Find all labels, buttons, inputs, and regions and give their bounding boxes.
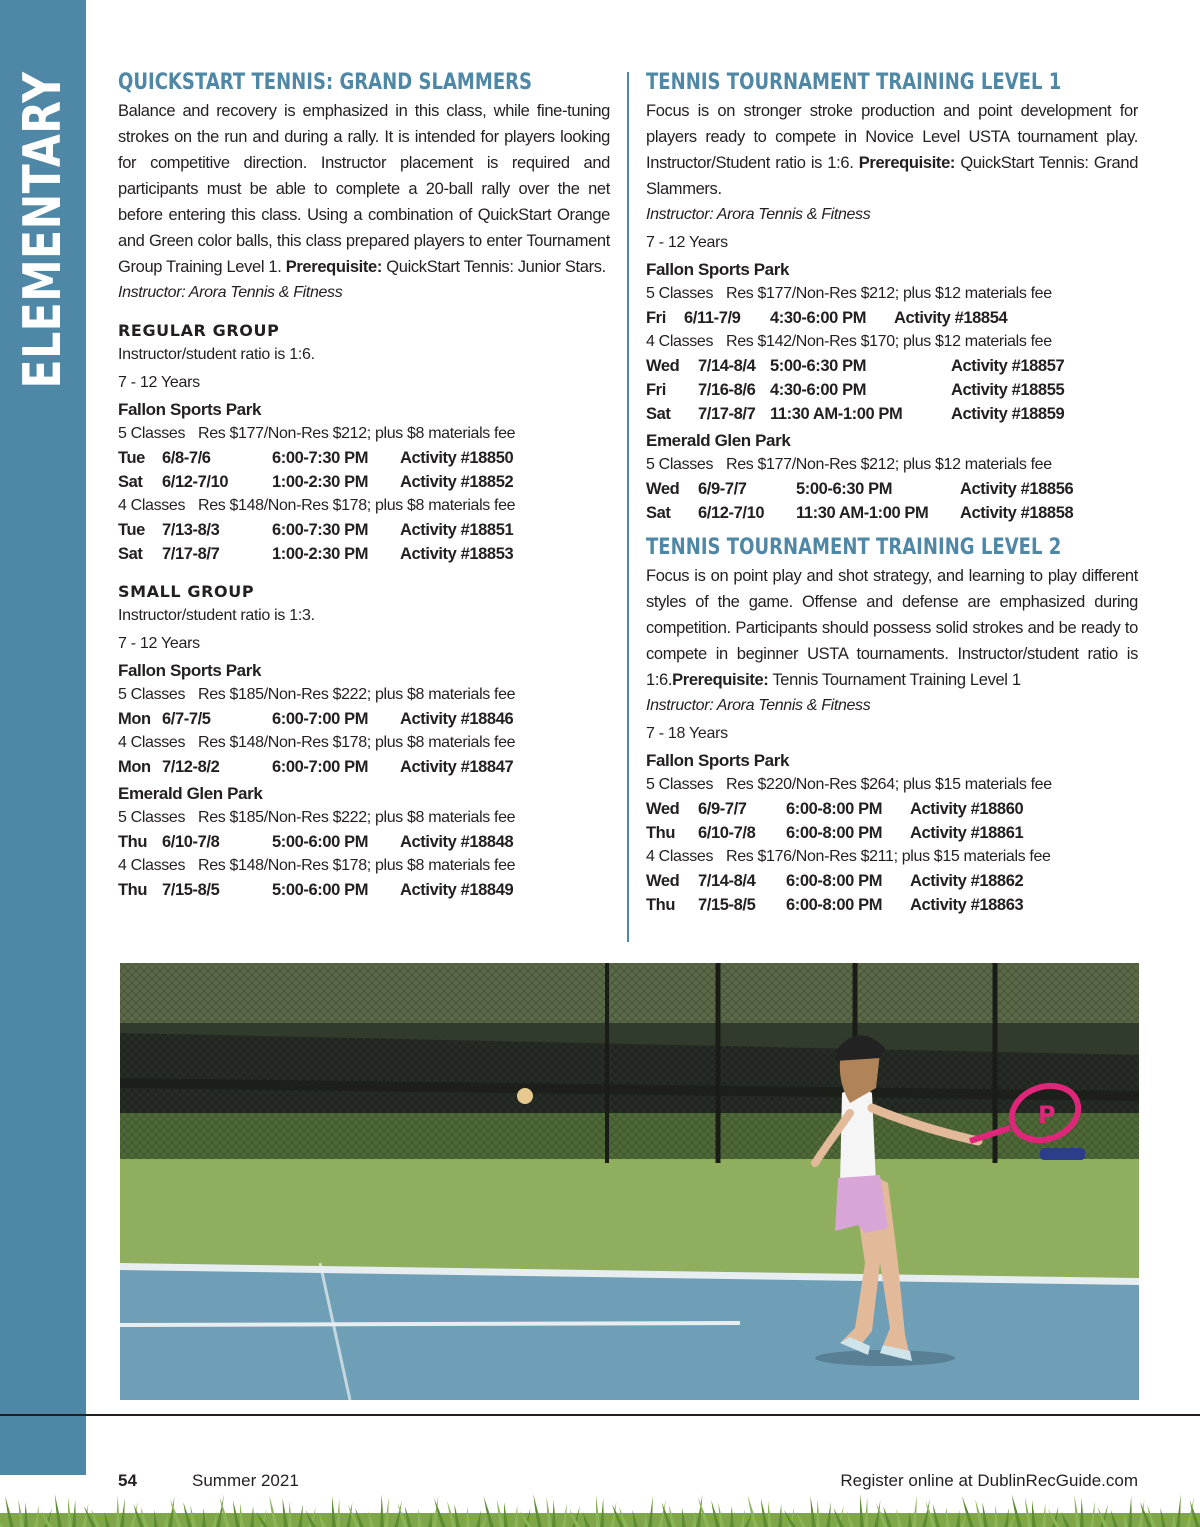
- session-row: Mon 6/7-7/5 6:00-7:00 PM Activity #18846: [118, 710, 514, 728]
- session-row: Tue 7/13-8/3 6:00-7:30 PM Activity #18851: [118, 521, 514, 539]
- fee-line: 5 Classes Res $185/Non-Res $222; plus $8 materials fee: [118, 809, 516, 826]
- age-range: 7 - 12 Years: [118, 635, 200, 652]
- park-name: Fallon Sports Park: [118, 400, 262, 419]
- session-row: Wed 6/9-7/7 6:00-8:00 PM Activity #18860: [646, 800, 1024, 818]
- ratio-text: Instructor/student ratio is 1:6.: [118, 346, 315, 363]
- session-row: Sat 7/17-8/7 11:30 AM-1:00 PM Activity #18859: [646, 405, 1065, 423]
- fee-line: 4 Classes Res $148/Non-Res $178; plus $8 materials fee: [118, 497, 516, 514]
- session-row: Fri 6/11-7/9 4:30-6:00 PM Activity #18854: [646, 309, 1008, 327]
- session-row: Thu 7/15-8/5 6:00-8:00 PM Activity #18863: [646, 896, 1024, 914]
- fee-line: 4 Classes Res $176/Non-Res $211; plus $15 materials fee: [646, 848, 1051, 865]
- age-range: 7 - 12 Years: [646, 234, 728, 251]
- right-column: [646, 70, 1138, 917]
- register-link[interactable]: Register online at DublinRecGuide.com: [840, 1471, 1138, 1490]
- session-row: Wed 7/14-8/4 5:00-6:30 PM Activity #18857: [646, 357, 1065, 375]
- grass-decoration: [0, 1493, 1200, 1527]
- section-label: ELEMENTARY: [13, 71, 73, 389]
- session-row: Fri 7/16-8/6 4:30-6:00 PM Activity #18855: [646, 381, 1065, 399]
- ratio-text: Instructor/student ratio is 1:3.: [118, 607, 315, 624]
- park-name: Emerald Glen Park: [118, 784, 263, 803]
- session-row: Sat 6/12-7/10 11:30 AM-1:00 PM Activity #18858: [646, 504, 1074, 522]
- park-name: Emerald Glen Park: [646, 431, 791, 450]
- class-description: Focus is on stronger stroke production and point development for players ready to compete in Novice Level USTA tournament play. Instructor/Student ratio is 1:6. Prerequisite: QuickStart Tennis: Grand Slammers.: [646, 102, 1139, 198]
- session-row: Thu 6/10-7/8 5:00-6:00 PM Activity #18848: [118, 833, 514, 851]
- fee-line: 4 Classes Res $148/Non-Res $178; plus $8 materials fee: [118, 734, 516, 751]
- session-row: Mon 7/12-8/2 6:00-7:00 PM Activity #18847: [118, 758, 514, 776]
- instructor: Instructor: Arora Tennis & Fitness: [646, 206, 871, 223]
- fee-line: 5 Classes Res $185/Non-Res $222; plus $8 materials fee: [118, 686, 516, 703]
- column-divider: [627, 72, 629, 942]
- page-number: 54: [118, 1471, 137, 1490]
- instructor: Instructor: Arora Tennis & Fitness: [646, 697, 871, 714]
- age-range: 7 - 18 Years: [646, 725, 728, 742]
- fee-line: 5 Classes Res $177/Non-Res $212; plus $12 materials fee: [646, 285, 1052, 302]
- class-title: QUICKSTART TENNIS: GRAND SLAMMERS: [118, 70, 533, 95]
- session-row: Wed 6/9-7/7 5:00-6:30 PM Activity #18856: [646, 480, 1074, 498]
- park-name: Fallon Sports Park: [646, 260, 790, 279]
- tennis-photo: [120, 963, 1139, 1400]
- fee-line: 4 Classes Res $142/Non-Res $170; plus $12 materials fee: [646, 333, 1052, 350]
- park-name: Fallon Sports Park: [646, 751, 790, 770]
- class-description: Focus is on point play and shot strategy, and learning to play different styles of the game. Offense and defense are emphasized during competition. Participants should possess solid strokes and be ready to compete in beginner USTA tournaments. Instructor/student ratio is 1:6.Prerequisite: Tennis Tournament Training Level 1: [646, 567, 1138, 689]
- fee-line: 5 Classes Res $177/Non-Res $212; plus $8 materials fee: [118, 425, 516, 442]
- footer-rule: [0, 1414, 1200, 1416]
- fee-line: 5 Classes Res $220/Non-Res $264; plus $15 materials fee: [646, 776, 1052, 793]
- class-title: TENNIS TOURNAMENT TRAINING LEVEL 2: [646, 535, 1062, 560]
- class-description: Balance and recovery is emphasized in this class, while fine-tuning strokes on the run and during a rally. It is intended for players looking for competitive direction. Instructor placement is required and participants must be able to complete a 20-ball rally over the net before entering this class. Using a combination of QuickStart Orange and Green color balls, this class prepared players to enter Tournament Group Training Level 1. Prerequisite: QuickStart Tennis: Junior Stars.: [118, 102, 610, 276]
- fee-line: 4 Classes Res $148/Non-Res $178; plus $8 materials fee: [118, 857, 516, 874]
- fee-line: 5 Classes Res $177/Non-Res $212; plus $12 materials fee: [646, 456, 1052, 473]
- season-label: Summer 2021: [192, 1471, 299, 1490]
- session-row: Sat 7/17-8/7 1:00-2:30 PM Activity #18853: [118, 545, 514, 563]
- left-column: [118, 70, 610, 902]
- session-row: Thu 7/15-8/5 5:00-6:00 PM Activity #18849: [118, 881, 514, 899]
- session-row: Thu 6/10-7/8 6:00-8:00 PM Activity #18861: [646, 824, 1024, 842]
- session-row: Wed 7/14-8/4 6:00-8:00 PM Activity #18862: [646, 872, 1024, 890]
- class-title: TENNIS TOURNAMENT TRAINING LEVEL 1: [646, 70, 1062, 95]
- session-row: Sat 6/12-7/10 1:00-2:30 PM Activity #18852: [118, 473, 514, 491]
- age-range: 7 - 12 Years: [118, 374, 200, 391]
- group-heading: REGULAR GROUP: [118, 321, 280, 340]
- group-heading: SMALL GROUP: [118, 582, 255, 601]
- svg-text:P: P: [1038, 1101, 1056, 1129]
- park-name: Fallon Sports Park: [118, 661, 262, 680]
- instructor: Instructor: Arora Tennis & Fitness: [118, 284, 343, 301]
- session-row: Tue 6/8-7/6 6:00-7:30 PM Activity #18850: [118, 449, 514, 467]
